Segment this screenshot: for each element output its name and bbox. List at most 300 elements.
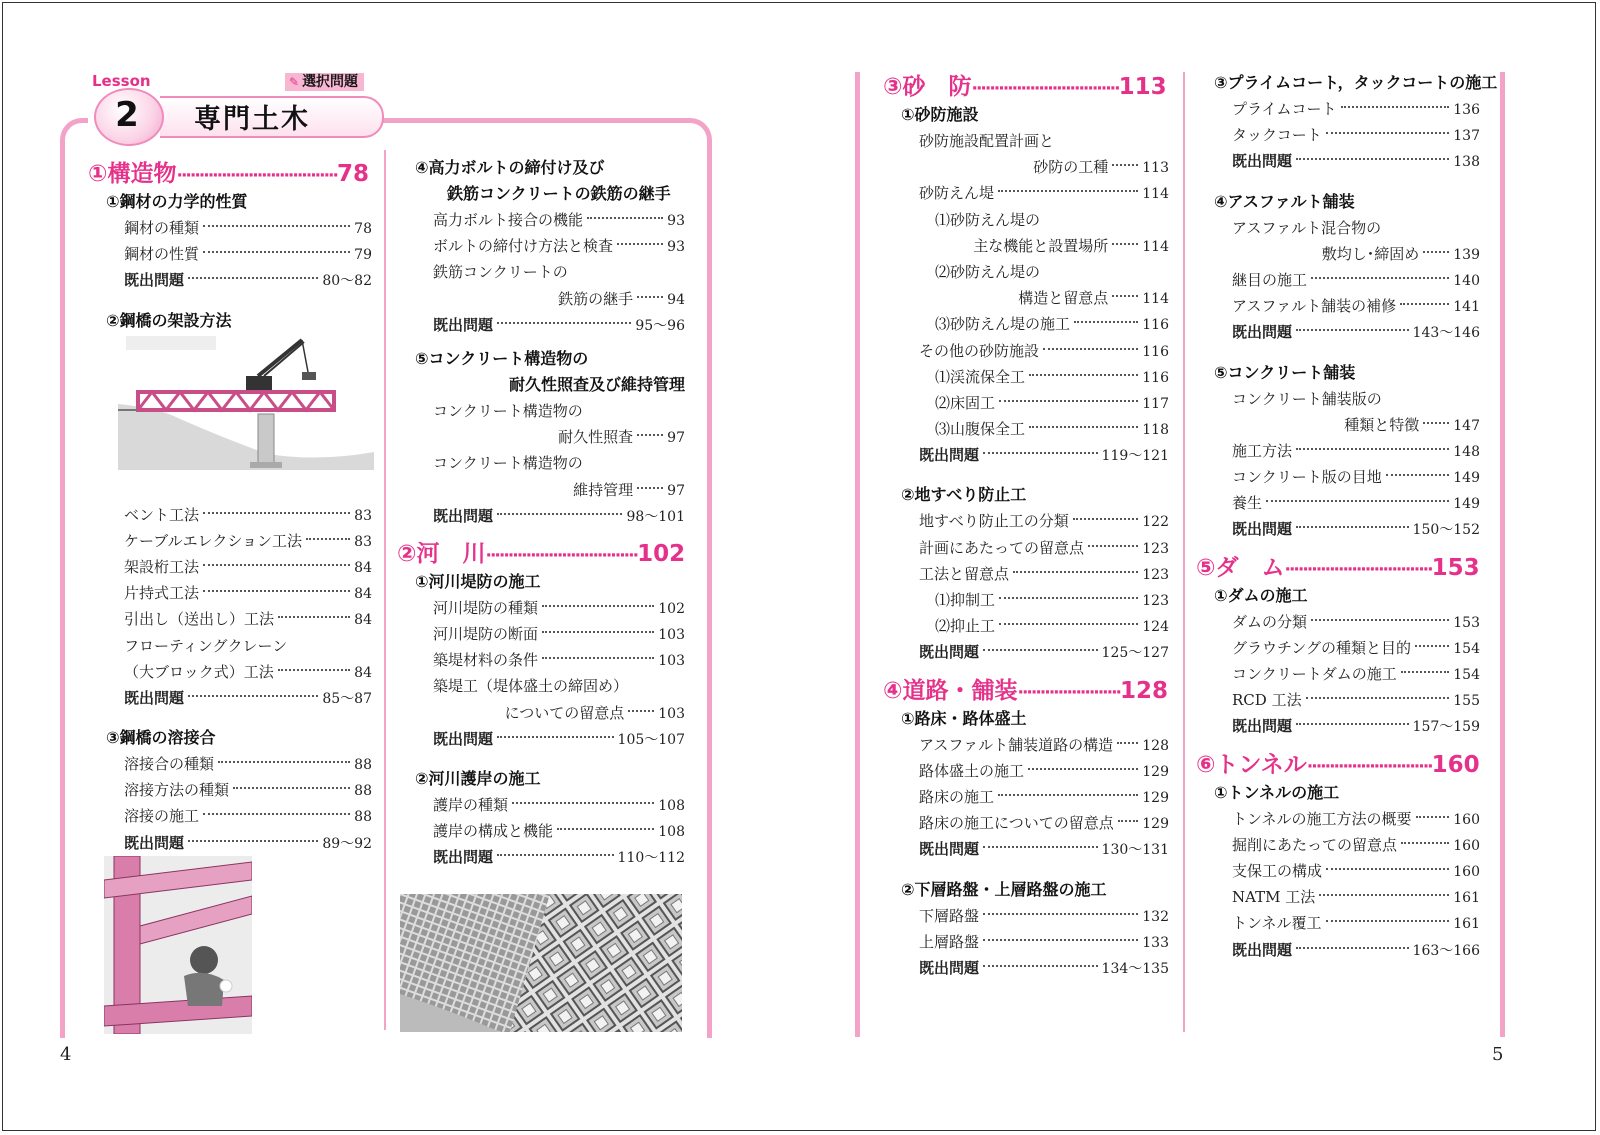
leader-dots [1311, 277, 1449, 279]
toc-entry-page: 89〜92 [322, 835, 372, 852]
toc-entry[interactable] [1196, 293, 1480, 319]
toc-entry-page: 80〜82 [322, 273, 372, 290]
toc-entry-page: 103 [658, 653, 685, 670]
toc-entry-label: コンクリート版の目地 [1232, 468, 1382, 487]
leader-dots [983, 452, 1098, 454]
toc-entry-label: 溶接の施工 [124, 807, 200, 826]
section-heading-page: 128 [1120, 677, 1169, 704]
toc-entry[interactable] [1196, 937, 1480, 963]
toc-entry[interactable] [883, 836, 1169, 862]
toc-column-1 [88, 157, 372, 856]
leader-dots [1296, 329, 1409, 331]
subsection-heading: ④アスファルト舗装 [1214, 191, 1355, 211]
leader-dots [1074, 321, 1138, 323]
toc-entry[interactable] [397, 286, 685, 312]
subsection-heading: 耐久性照査及び維持管理 [508, 374, 685, 394]
toc-entry-page: 140 [1453, 272, 1480, 289]
toc-entry-page: 108 [658, 824, 685, 841]
toc-entry-label: 砂防えん堤 [919, 184, 995, 203]
toc-entry-label: 下層路盤 [919, 906, 980, 925]
toc-entry-label: 工法と留意点 [919, 564, 1010, 583]
spacer [397, 752, 685, 766]
toc-entry-label: 養生 [1232, 494, 1263, 513]
toc-entry[interactable] [397, 477, 685, 503]
toc-entry[interactable] [397, 424, 685, 450]
leader-dots [999, 597, 1138, 599]
leader-dots [587, 217, 663, 219]
toc-entry[interactable] [883, 955, 1169, 981]
toc-entry-label: 高力ボルト接合の機能 [433, 211, 584, 229]
toc-entry-label: その他の砂防施設 [919, 341, 1040, 360]
toc-entry-label: についての留意点 [504, 703, 625, 722]
toc-entry-label: コンクリートダムの施工 [1232, 665, 1397, 683]
leader-dots [203, 813, 350, 815]
toc-entry-label: 既出問題 [124, 271, 185, 290]
leader-dots [1088, 545, 1138, 547]
toc-entry[interactable] [883, 508, 1169, 534]
toc-entry-label: NATM 工法 [1232, 888, 1316, 907]
toc-entry-label: 既出問題 [124, 688, 185, 707]
section-heading-label: ③砂 防 [883, 74, 972, 100]
toc-entry[interactable] [883, 613, 1169, 639]
toc-entry[interactable] [397, 844, 685, 870]
toc-entry-label: 架設桁工法 [124, 557, 200, 576]
toc-entry-line: コンクリート構造物の [433, 401, 583, 420]
leader-dots [233, 787, 350, 789]
leader-dots [617, 243, 663, 245]
toc-entry-label: 既出問題 [124, 833, 185, 852]
toc-entry-label: ケーブルエレクション工法 [124, 531, 303, 550]
toc-entry-page: 122 [1142, 514, 1169, 531]
toc-entry-label: 既出問題 [919, 643, 980, 662]
spacer [397, 338, 685, 346]
lesson-label: Lesson [92, 72, 151, 90]
toc-entry-page: 149 [1453, 470, 1480, 487]
leader-dots [1423, 251, 1449, 253]
toc-entry-label: 引出し（送出し）工法 [124, 610, 275, 629]
toc-entry[interactable] [397, 233, 685, 259]
toc-entry-page: 160 [1453, 863, 1480, 880]
leader-dots [637, 296, 663, 298]
toc-entry-page: 84 [354, 559, 372, 576]
toc-entry[interactable] [883, 587, 1169, 613]
toc-entry-label: 主な機能と設置場所 [973, 236, 1109, 255]
toc-entry[interactable] [88, 241, 372, 267]
toc-entry-label: ボルトの締付け方法と検査 [433, 237, 614, 256]
toc-entry-page: 119〜121 [1101, 448, 1169, 465]
toc-entry[interactable] [397, 595, 685, 621]
toc-entry-page: 136 [1453, 102, 1480, 118]
toc-entry-label: 鉄筋の継手 [558, 289, 634, 308]
toc-entry-page: 130〜131 [1101, 842, 1169, 859]
leader-dots [1029, 426, 1138, 428]
selection-tag [285, 73, 364, 91]
toc-entry[interactable] [88, 554, 372, 580]
spacer [88, 294, 372, 308]
leader-dots [203, 251, 350, 253]
spacer [883, 666, 1169, 674]
toc-entry-label: 河川堤防の種類 [433, 598, 539, 617]
toc-entry[interactable] [397, 726, 685, 752]
toc-entry[interactable] [88, 502, 372, 528]
toc-entry-page: 163〜166 [1412, 942, 1480, 959]
leader-dots [278, 669, 350, 671]
toc-entry[interactable] [883, 233, 1169, 259]
toc-entry-label: 支保工の構成 [1232, 861, 1323, 880]
leader-dots [188, 840, 318, 842]
leader-dots [1326, 132, 1450, 134]
toc-entry[interactable] [883, 285, 1169, 311]
subsection-heading: ④高力ボルトの締付け及び [415, 158, 605, 177]
toc-entry[interactable] [1196, 858, 1480, 884]
toc-entry[interactable] [883, 561, 1169, 587]
leader-dots [1423, 422, 1449, 424]
toc-entry-label: 構造と留意点 [1018, 289, 1109, 308]
toc-entry-page: 132 [1142, 908, 1169, 925]
leader-dots: ···························· [1306, 756, 1432, 777]
toc-entry[interactable] [1196, 241, 1480, 267]
toc-entry-page: 147 [1453, 417, 1480, 434]
toc-entry-page: 114 [1142, 238, 1169, 255]
toc-entry-page: 84 [354, 664, 372, 681]
toc-entry-line: 鉄筋コンクリートの [433, 263, 568, 282]
toc-entry-page: 79 [354, 247, 372, 264]
toc-entry-label: 既出問題 [433, 848, 494, 867]
leader-dots [1112, 295, 1138, 297]
leader-dots [998, 190, 1138, 192]
toc-entry-label: タックコート [1232, 126, 1322, 145]
toc-entry[interactable] [883, 903, 1169, 929]
leader-dots [1311, 619, 1449, 621]
toc-entry[interactable] [88, 606, 372, 632]
toc-entry-page: 137 [1453, 128, 1480, 145]
section-heading-page: 102 [637, 540, 686, 567]
section-heading-page: 78 [336, 161, 369, 187]
leader-dots [1296, 158, 1449, 160]
toc-entry-label: 既出問題 [1232, 323, 1293, 342]
section-heading [883, 676, 1169, 706]
toc-entry[interactable] [883, 416, 1169, 442]
leader-dots [542, 605, 654, 607]
toc-entry[interactable] [1196, 832, 1480, 858]
toc-entry[interactable] [1196, 687, 1480, 713]
toc-entry-page: 84 [354, 612, 372, 629]
toc-entry[interactable] [1196, 464, 1480, 490]
spacer [1196, 175, 1480, 189]
spacer [1196, 543, 1480, 551]
toc-entry-label: ⑵床固工 [935, 393, 996, 412]
toc-entry-label: グラウチングの種類と目的 [1232, 638, 1411, 657]
toc-entry-line: コンクリート構造物の [433, 454, 583, 473]
toc-entry[interactable] [397, 792, 685, 818]
toc-entry-page: 93 [667, 213, 685, 229]
section-heading-label: ⑥トンネル [1196, 751, 1307, 778]
toc-entry[interactable] [883, 154, 1169, 180]
toc-entry[interactable] [1196, 438, 1480, 464]
toc-entry-page: 88 [354, 809, 372, 826]
toc-entry[interactable] [397, 700, 685, 726]
leader-dots [1326, 920, 1450, 922]
toc-entry-label: ⑴抑制工 [935, 591, 996, 609]
leader-dots [203, 590, 350, 592]
leader-dots [203, 512, 350, 514]
leader-dots [1341, 106, 1450, 108]
toc-entry-page: 139 [1453, 246, 1480, 263]
toc-entry-line: 築堤工（堤体盛土の締固め） [433, 677, 629, 696]
toc-entry[interactable] [883, 442, 1169, 468]
toc-entry-page: 116 [1142, 317, 1169, 334]
toc-entry-page: 78 [354, 221, 372, 237]
welding-illustration [104, 856, 252, 1034]
section-heading [397, 539, 685, 569]
toc-entry[interactable] [1196, 884, 1480, 910]
spacer [883, 468, 1169, 482]
toc-entry-line: ⑴砂防えん堤の [935, 210, 1041, 229]
subsection-heading: ①路床・路体盛土 [901, 708, 1027, 728]
toc-entry[interactable] [1196, 319, 1480, 345]
toc-entry[interactable] [397, 647, 685, 673]
section-heading-label: ⑤ダ ム [1196, 554, 1285, 581]
leader-dots [542, 631, 654, 633]
toc-entry-page: 98〜101 [626, 508, 685, 525]
toc-entry[interactable] [883, 639, 1169, 665]
toc-entry-label: トンネル覆工 [1232, 914, 1322, 933]
leader-dots [1296, 947, 1409, 949]
subsection-heading: ②下層路盤・上層路盤の施工 [901, 879, 1107, 899]
toc-entry-page: 83 [354, 507, 372, 524]
leader-dots [1266, 500, 1449, 502]
toc-entry[interactable] [1196, 661, 1480, 687]
toc-entry[interactable] [88, 528, 372, 554]
toc-entry[interactable] [883, 390, 1169, 416]
toc-entry[interactable] [88, 267, 372, 293]
toc-entry-page: 154 [1453, 667, 1480, 683]
toc-entry[interactable] [883, 311, 1169, 337]
leader-dots [188, 695, 318, 697]
toc-entry-line: 砂防施設配置計画と [919, 132, 1055, 150]
toc-entry[interactable] [88, 215, 372, 241]
toc-entry-page: 116 [1142, 369, 1169, 386]
lesson-title: 専門土木 [194, 104, 310, 135]
toc-column-4 [1196, 70, 1498, 963]
toc-entry-page: 118 [1142, 422, 1169, 439]
toc-entry-label: 上層路盤 [919, 932, 980, 951]
toc-entry-label: ⑶山腹保全工 [935, 420, 1026, 439]
column-divider [1183, 72, 1185, 1032]
toc-entry-page: 108 [658, 798, 685, 814]
toc-entry[interactable] [88, 659, 372, 685]
toc-entry[interactable] [1196, 267, 1480, 293]
section-heading-page: 113 [1118, 74, 1167, 100]
toc-entry[interactable] [1196, 122, 1480, 148]
toc-entry[interactable] [88, 777, 372, 803]
toc-entry-page: 123 [1142, 593, 1169, 609]
leader-dots: ······················· [1017, 682, 1121, 703]
leader-dots [1043, 348, 1138, 350]
toc-entry[interactable] [397, 312, 685, 338]
toc-column-3 [883, 70, 1169, 981]
subsection-heading: ⑤コンクリート構造物の [415, 348, 589, 368]
toc-entry-label: 既出問題 [919, 958, 980, 977]
leader-dots [983, 965, 1098, 967]
toc-entry[interactable] [397, 503, 685, 529]
toc-entry[interactable] [1196, 806, 1480, 832]
toc-entry[interactable] [883, 732, 1169, 758]
toc-entry-label: 既出問題 [1232, 152, 1293, 171]
toc-entry-label: 鋼材の性質 [124, 245, 200, 264]
toc-entry-page: 84 [354, 586, 372, 603]
toc-column-2 [397, 155, 685, 871]
toc-entry-page: 157〜159 [1412, 719, 1480, 736]
leader-dots [1386, 474, 1450, 476]
leader-dots [1326, 868, 1449, 870]
toc-entry-label: 路床の施工についての留意点 [919, 814, 1114, 833]
toc-entry[interactable] [883, 364, 1169, 390]
toc-entry-page: 88 [354, 757, 372, 774]
subsection-heading: ①河川堤防の施工 [415, 571, 541, 591]
subsection-heading: 鉄筋コンクリートの鉄筋の継手 [447, 184, 671, 203]
toc-entry-page: 103 [658, 627, 685, 644]
toc-entry[interactable] [883, 535, 1169, 561]
toc-entry-page: 114 [1142, 186, 1169, 203]
toc-entry[interactable] [883, 180, 1169, 206]
toc-entry-page: 85〜87 [322, 690, 372, 707]
toc-entry[interactable] [883, 810, 1169, 836]
spacer [397, 529, 685, 537]
toc-entry[interactable] [88, 751, 372, 777]
toc-entry-page: 160 [1453, 811, 1480, 828]
leader-dots [512, 802, 654, 804]
toc-entry[interactable] [883, 784, 1169, 810]
section-heading-page: 153 [1431, 554, 1480, 581]
toc-entry[interactable] [1196, 713, 1480, 739]
toc-entry[interactable] [1196, 96, 1480, 122]
leader-dots [1415, 645, 1449, 647]
toc-entry-line: アスファルト混合物の [1232, 218, 1382, 237]
toc-entry[interactable] [1196, 148, 1480, 174]
toc-entry-label: 砂防の工種 [1033, 158, 1109, 177]
toc-entry-label: 河川堤防の断面 [433, 625, 539, 644]
spacer [1196, 346, 1480, 360]
toc-entry-page: 114 [1142, 291, 1169, 308]
toc-entry[interactable] [88, 685, 372, 711]
toc-entry[interactable] [883, 338, 1169, 364]
toc-entry-page: 124 [1142, 619, 1169, 636]
toc-entry[interactable] [397, 818, 685, 844]
toc-entry-page: 103 [658, 705, 685, 722]
leader-dots [1118, 820, 1139, 822]
toc-entry[interactable] [1196, 490, 1480, 516]
leader-dots [1400, 303, 1449, 305]
toc-entry-label: 施工方法 [1232, 441, 1293, 460]
leader-dots [1029, 374, 1138, 376]
toc-entry-page: 125〜127 [1101, 645, 1169, 662]
toc-entry-page: 97 [667, 430, 685, 447]
spacer [1196, 740, 1480, 748]
leader-dots [306, 538, 350, 540]
toc-entry-label: 既出問題 [1232, 717, 1293, 736]
toc-entry-page: 154 [1453, 640, 1480, 657]
toc-entry-label: （大ブロック式）工法 [124, 662, 274, 681]
leader-dots [278, 616, 350, 618]
toc-entry[interactable] [1196, 635, 1480, 661]
toc-entry-page: 94 [667, 291, 685, 308]
subsection-heading: ①トンネルの施工 [1214, 782, 1340, 802]
toc-entry-label: 路床の施工 [919, 787, 995, 806]
toc-entry[interactable] [883, 929, 1169, 955]
toc-entry-page: 149 [1453, 496, 1480, 513]
leader-dots [1112, 243, 1138, 245]
toc-entry-page: 161 [1453, 890, 1480, 907]
toc-entry-label: 敷均し･締固め [1321, 244, 1420, 263]
toc-entry-page: 153 [1453, 614, 1480, 631]
toc-entry-label: 溶接合の種類 [124, 755, 215, 774]
lesson-number: 2 [115, 95, 139, 135]
toc-entry-label: アスファルト舗装道路の構造 [919, 735, 1114, 754]
toc-entry-line: ⑵砂防えん堤の [935, 262, 1041, 281]
toc-entry-page: 129 [1142, 763, 1169, 780]
toc-entry[interactable] [397, 207, 685, 233]
toc-entry[interactable] [88, 830, 372, 856]
leader-dots [1073, 518, 1139, 520]
leader-dots [557, 828, 654, 830]
toc-entry-label: ベント工法 [124, 505, 200, 524]
pencil-icon: ✎ [289, 75, 300, 89]
toc-entry-label: 計画にあたっての留意点 [919, 538, 1085, 557]
leader-dots [203, 564, 350, 566]
toc-entry-label: 耐久性照査 [558, 428, 634, 447]
subsection-heading: ②地すべり防止工 [901, 485, 1027, 505]
toc-entry-label: 既出問題 [433, 729, 494, 748]
toc-entry-page: 129 [1142, 816, 1169, 833]
toc-entry[interactable] [88, 580, 372, 606]
toc-entry-label: 種類と特徴 [1344, 415, 1420, 434]
leader-dots [1296, 723, 1409, 725]
subsection-heading: ①鋼材の力学的性質 [106, 192, 248, 211]
toc-entry-page: 150〜152 [1412, 522, 1480, 539]
toc-entry[interactable] [883, 758, 1169, 784]
toc-entry[interactable] [397, 621, 685, 647]
leader-dots [1319, 894, 1449, 896]
subsection-heading: ③鋼橋の溶接合 [106, 728, 216, 748]
subsection-heading: ⑤コンクリート舗装 [1214, 362, 1356, 382]
toc-entry-page: 134〜135 [1101, 960, 1169, 977]
toc-entry-label: 鋼材の種類 [124, 219, 200, 237]
toc-entry[interactable] [1196, 412, 1480, 438]
toc-entry-label: 路体盛土の施工 [919, 761, 1025, 780]
toc-entry-label: 片持式工法 [124, 584, 200, 603]
toc-entry-page: 123 [1142, 566, 1169, 583]
toc-entry-line: フローティングクレーン [124, 636, 288, 655]
section-heading-label: ②河 川 [397, 540, 486, 567]
page-number-right: 5 [1492, 1044, 1504, 1065]
toc-entry-page: 117 [1142, 395, 1169, 412]
toc-entry[interactable] [1196, 609, 1480, 635]
toc-entry[interactable] [1196, 516, 1480, 542]
toc-entry[interactable] [1196, 910, 1480, 936]
toc-entry-page: 143〜146 [1412, 325, 1480, 342]
leader-dots: ································· [971, 79, 1119, 99]
leader-dots [497, 513, 622, 515]
leader-dots [1028, 768, 1138, 770]
toc-entry-page: 110〜112 [617, 850, 685, 867]
leader-dots [188, 277, 318, 279]
toc-entry[interactable] [88, 803, 372, 829]
subsection-heading: ②鋼橋の架設方法 [106, 310, 232, 330]
leader-dots [998, 794, 1138, 796]
toc-entry-label: プライムコート [1232, 100, 1337, 118]
toc-entry-label: 既出問題 [1232, 520, 1293, 539]
